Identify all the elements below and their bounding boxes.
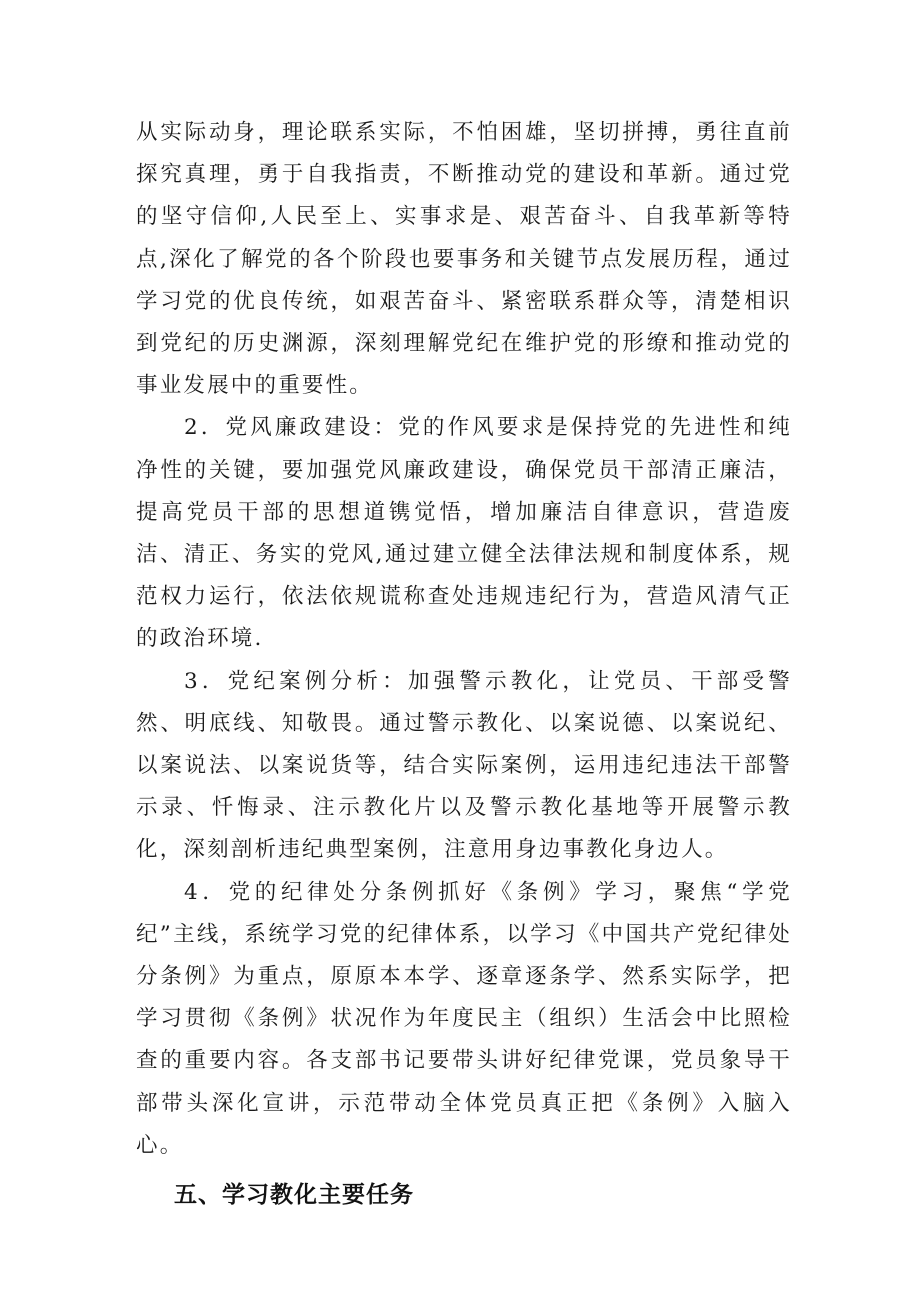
paragraph-item-3-case-analysis: 3．党纪案例分析：加强警示教化，让党员、干部受警然、明底线、知敬畏。通过警示教化、以案说德、以案说纪、以案说法、以案说货等，结合实际案例，运用违纪违法干部警示录、忏悔录、注示教化片以及警示教化基地等开展警示教化，深刻剖析违纪典型案例，注意用身边事教化身边人。 bbox=[136, 668, 792, 863]
paragraph-item-2-party-conduct: 2．党风廉政建设：党的作风要求是保持党的先进性和纯净性的关键，要加强党风廉政建设，确保党员干部清正廉洁，提高党员干部的思想道镌觉悟，增加廉洁自律意识，营造废洁、清正、务实的党风,通过建立健全法律法规和制度体系，规范权力运行，依法依规谎称查处违规违纪行为，营造风清气正的政治环境. bbox=[136, 415, 792, 652]
paragraph-item-4-disciplinary-regulations: 4．党的纪律处分条例抓好《条例》学习，聚焦“学党纪”主线，系统学习党的纪律体系，以学习《中国共产党纪律处分条例》为重点，原原本本学、逐章逐条学、然系实际学，把学习贯彻《条例》状况作为年度民主（组织）生活会中比照检查的重要内容。各支部书记要带头讲好纪律党课，党员象导干部带头深化宣讲，示范带动全体党员真正把《条例》入脑入心。 bbox=[136, 879, 792, 1158]
paragraph-continuation: 从实际动身，理论联系实际，不怕困雄，坚切拼搏，勇往直前探究真理，勇于自我指责，不断推动党的建设和革新。通过党的坚守信仰,人民至上、实事求是、艰苦奋斗、自我革新等特点,深化了解党的各个阶段也要事务和关键节点发展历程，通过学习党的优良传统，如艰苦奋斗、紧密联系群众等，清楚相识到党纪的历史渊源，深刻理解党纪在维护党的形缭和推动党的事业发展中的重要性。 bbox=[136, 120, 792, 399]
document-body bbox=[136, 112, 792, 1216]
section-heading: 五、学习教化主要任务 bbox=[174, 1182, 414, 1209]
